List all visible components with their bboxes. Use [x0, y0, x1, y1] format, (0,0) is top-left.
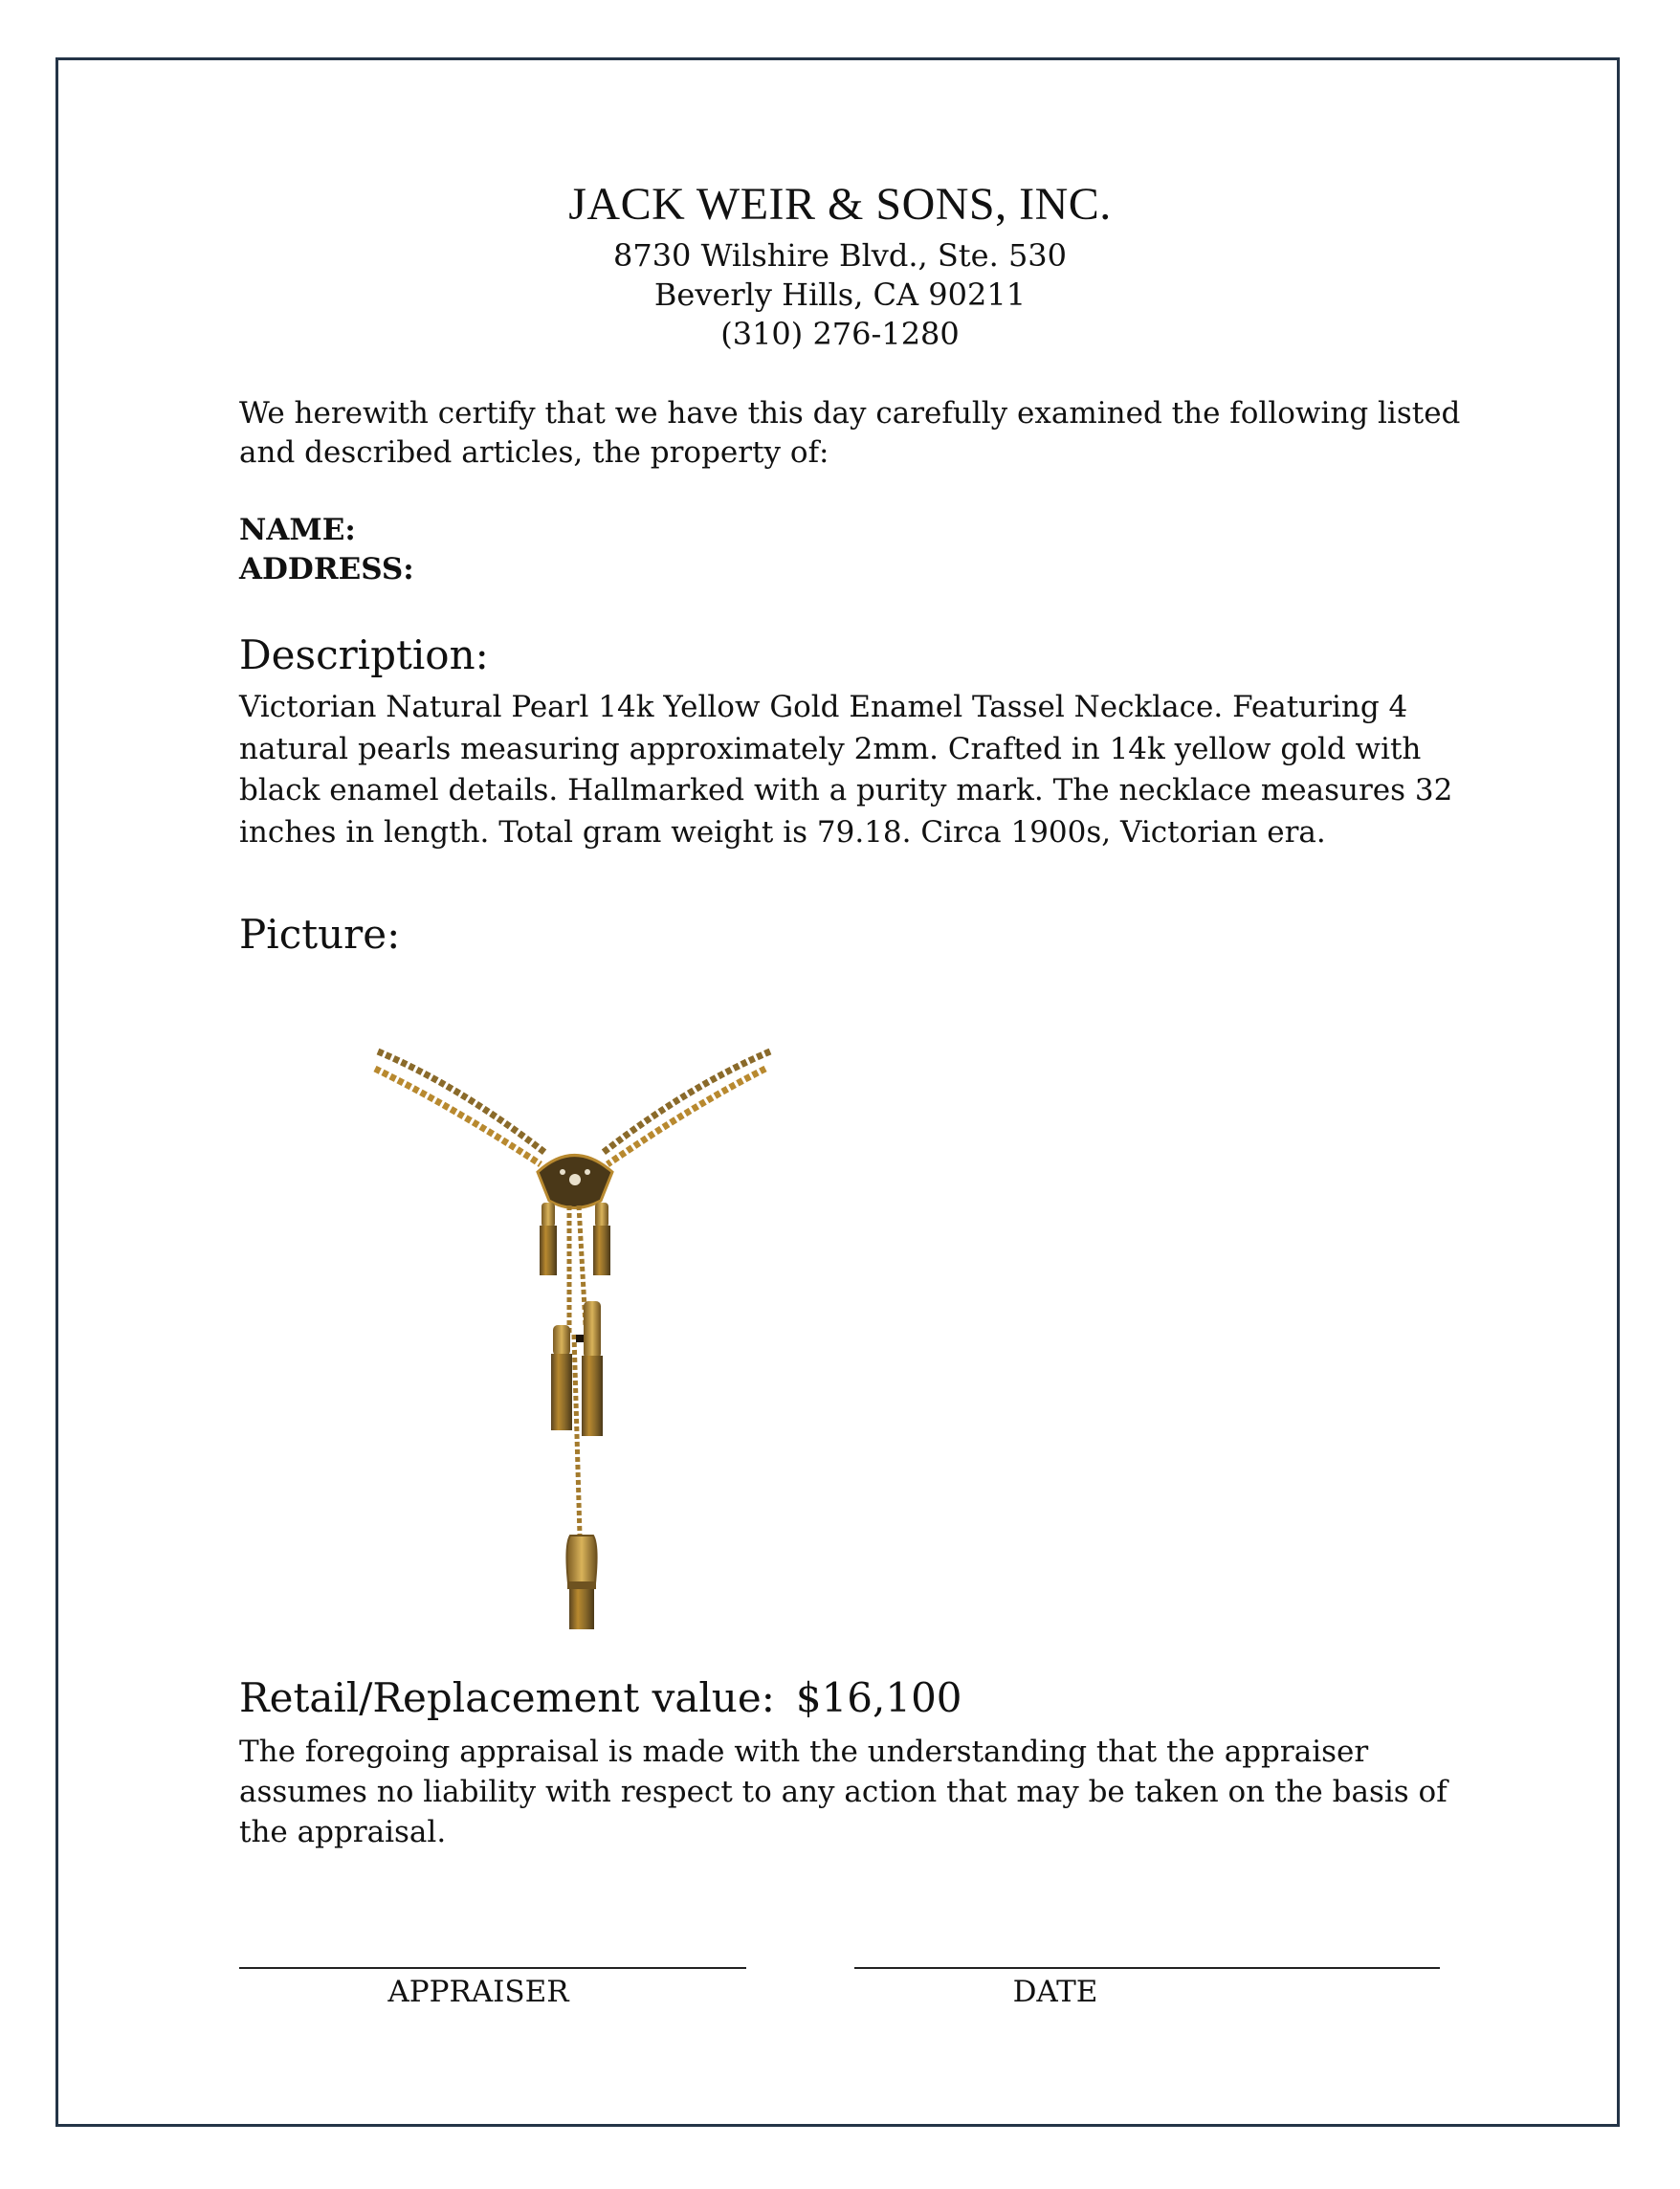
description-text: Victorian Natural Pearl 14k Yellow Gold Enamel Tassel Necklace. Featuring 4 natural pearls measuring approximately 2mm. Crafted in 14k yellow gold with black enamel details. Hallmarked with a purity mark. The necklace measures 32 inches in length. Total gram weight is 79.18. Circa 1900s, Victorian era.	[239, 690, 1453, 850]
owner-address-label: ADDRESS:	[239, 552, 414, 586]
valuation	[239, 1674, 962, 1721]
appraiser-label: APPRAISER	[387, 1975, 569, 2009]
company-city-address: Beverly Hills, CA 90211	[653, 276, 1027, 313]
disclaimer-text: The foregoing appraisal is made with the understanding that the appraiser assumes no liability with respect to any action that may be taken on the basis of the appraisal.	[239, 1735, 1448, 1849]
picture-heading: Picture:	[239, 911, 401, 958]
valuation-label: Retail/Replacement value:	[239, 1674, 775, 1721]
appraiser-signature-line	[239, 1967, 746, 1969]
certification-statement: We herewith certify that we have this day carefully examined the following listed and described articles, the property of:	[239, 396, 1461, 470]
valuation-amount: $16,100	[795, 1674, 962, 1721]
company-street-address: 8730 Wilshire Blvd., Ste. 530	[612, 237, 1068, 274]
description-heading: Description:	[239, 631, 489, 678]
company-name: JACK WEIR & SONS, INC.	[568, 179, 1112, 230]
company-phone: (310) 276-1280	[720, 316, 960, 352]
necklace-photo	[373, 1048, 775, 1631]
date-signature-line	[854, 1967, 1440, 1969]
date-label: DATE	[1012, 1975, 1098, 2009]
owner-name-label: NAME:	[239, 513, 356, 547]
